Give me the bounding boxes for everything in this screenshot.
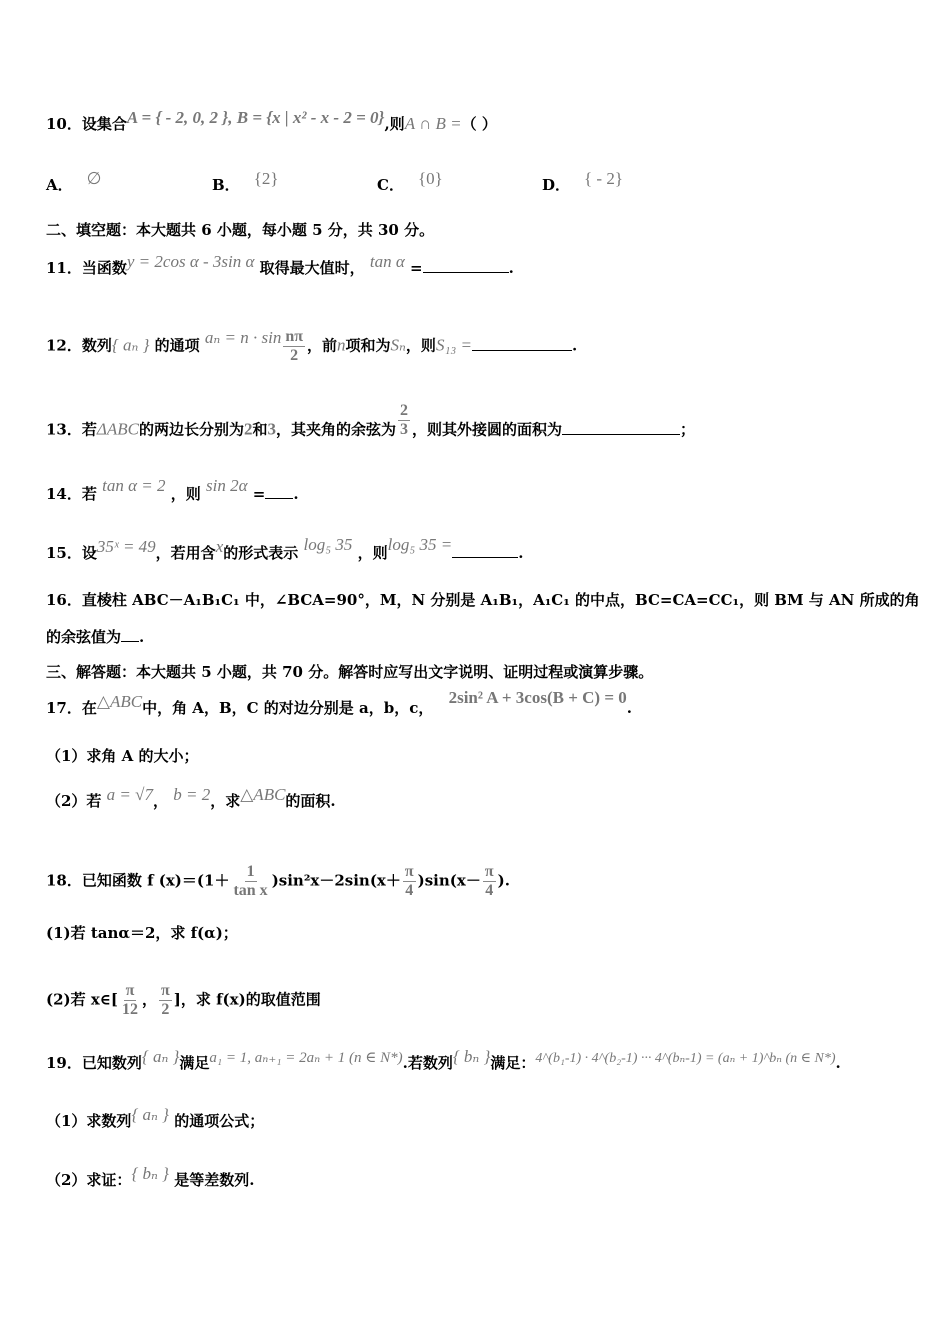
question-19-part-1: （1）求数列{ aₙ } 的通项公式； xyxy=(46,1105,265,1130)
option-a: A． ∅ xyxy=(46,169,102,194)
answer-blank[interactable] xyxy=(265,484,293,499)
option-d: D． { - 2} xyxy=(542,169,623,194)
question-14: 14．若 tan α = 2 ，则 sin 2α = . xyxy=(46,476,299,503)
section-3-heading: 三、解答题：本大题共 5 小题，共 70 分。解答时应写出文字说明、证明过程或演算步骤。 xyxy=(46,663,654,681)
fraction: $\frac{\pi}{12}$ xyxy=(122,982,138,1018)
fraction: $\frac{\pi}{2}$ xyxy=(161,982,170,1018)
answer-blank[interactable] xyxy=(121,627,139,642)
fraction: $\frac{\pi}{4}$ xyxy=(484,863,494,899)
question-17-part-1: （1）求角 A 的大小； xyxy=(46,747,199,765)
fraction: $\frac{\pi}{4}$ xyxy=(404,863,414,899)
section-2-heading: 二、填空题：本大题共 6 小题，每小题 5 分，共 30 分。 xyxy=(46,221,435,239)
answer-blank[interactable] xyxy=(452,543,518,558)
question-16-cont: 的余弦值为 . xyxy=(46,628,145,646)
question-19-part-2: （2）求证：{ bₙ } 是等差数列. xyxy=(46,1164,255,1189)
question-17-part-2: （2）若 a = √7， b = 2，求△ABC的面积. xyxy=(46,785,336,810)
question-13: 13．若ΔABC的两边长分别为2和3，其夹角的余弦为 $\frac{2}{3}$ ，则其外接圆的面积为 ； xyxy=(46,402,696,439)
answer-blank[interactable] xyxy=(562,420,680,435)
question-18: 18．已知函数 f (x)＝(1＋ $\frac{1}{\text{tan x}}$ )sin²x－2sin(x＋ $\frac{\pi}{4}$ )sin(x－ $\frac{\pi}{4}$ ). xyxy=(46,863,510,899)
fraction: $\frac{n\pi}{2}$ xyxy=(285,328,303,364)
question-10: 10．设集合A = { - 2, 0, 2 }, B = {x | x² - x - 2 = 0},则A ∩ B =（ ） xyxy=(46,108,497,133)
question-19: 19．已知数列{ aₙ }满足a₁ = 1, aₙ₊₁ = 2aₙ + 1 (n ∈ N*).若数列{ bₙ }满足：4^(b₁-1) · 4^(b₂-1) ··· 4^(bₙ-1) = (aₙ + 1)^bₙ (n ∈ N*). xyxy=(46,1047,841,1072)
question-17: 17．在△ABC中，角 A，B，C 的对边分别是 a，b，c， 2sin² A + 3cos(B + C) = 0. xyxy=(46,688,633,717)
answer-blank[interactable] xyxy=(423,258,509,273)
fraction: $\frac{2}{3}$ xyxy=(400,402,409,438)
question-18-part-2: (2)若 x∈[ $\frac{\pi}{12}$ ， $\frac{\pi}{2}$ ]，求 f(x)的取值范围 xyxy=(46,982,321,1018)
option-b: B． {2} xyxy=(212,169,279,194)
question-12: 12．数列{ aₙ } 的通项 aₙ = n · sin $\frac{n\pi}{2}$ ，前n项和为Sₙ，则S₁₃ = . xyxy=(46,327,578,364)
question-11: 11．当函数y = 2cos α - 3sin α 取得最大值时， tan α = . xyxy=(46,252,514,277)
question-16: 16．直棱柱 ABC－A₁B₁C₁ 中，∠BCA=90°，M，N 分别是 A₁B₁，A₁C₁ 的中点，BC=CA=CC₁，则 BM 与 AN 所成的角 xyxy=(46,591,920,609)
option-c: C． {0} xyxy=(377,169,443,194)
question-18-part-1: (1)若 tanα＝2，求 f(α)； xyxy=(46,924,238,942)
fraction: $\frac{1}{\text{tan x}}$ xyxy=(233,863,268,899)
question-15: 15．设35ˣ = 49，若用含x的形式表示 log₅ 35 ，则log₅ 35 = . xyxy=(46,535,524,562)
answer-blank[interactable] xyxy=(472,336,572,351)
